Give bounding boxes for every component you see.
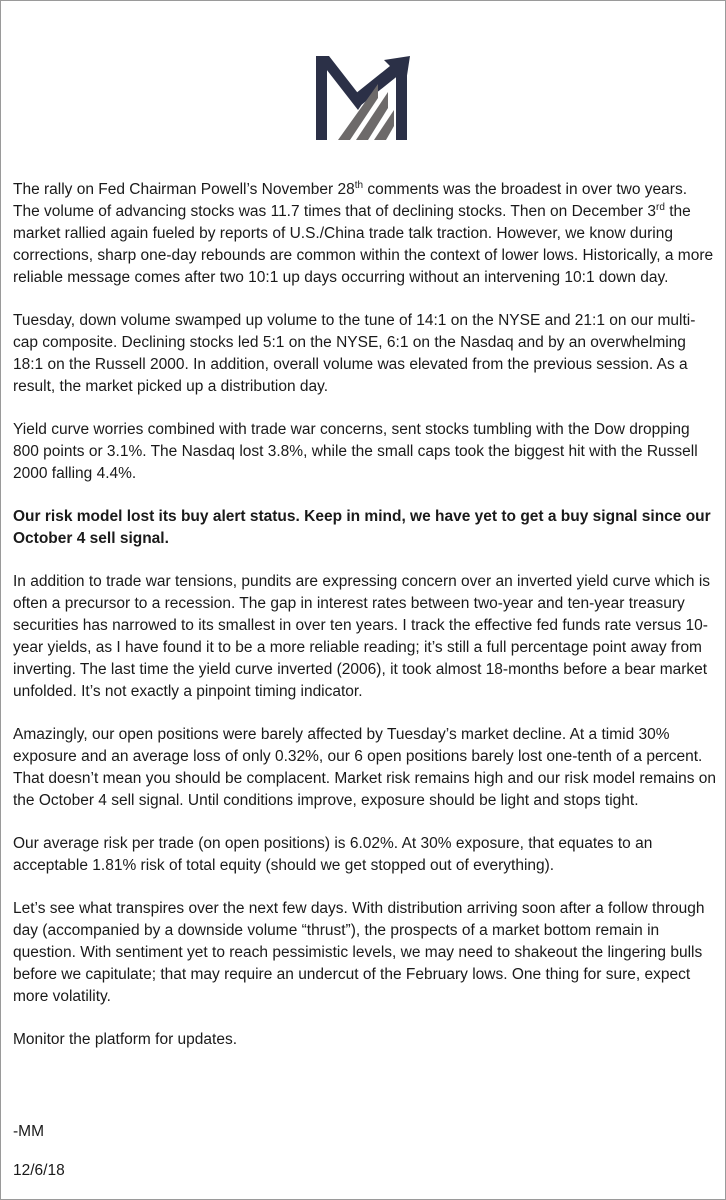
paragraph-8: Let’s see what transpires over the next few days. With distribution arriving soon after a follow through day (accompanied by a downside volume “thrust”), the prospects of a market bottom remain in question. With sentiment yet to reach pessimistic levels, we may need to shakeout the lingering bulls before we capitulate; that may require an undercut of the February lows. One thing for sure, expect more volatility. bbox=[13, 900, 705, 1005]
paragraph-9: Monitor the platform for updates. bbox=[13, 1031, 238, 1048]
article-body bbox=[13, 179, 717, 1072]
paragraph-5: In addition to trade war tensions, pundits are expressing concern over an inverted yield curve which is often a precursor to a recession. The gap in interest rates between two-year and ten-year treasury securities has narrowed to its smallest in over ten years. I track the effective fed funds rate versus 10-year yields, as I have found it to be a more reliable reading; it’s still a full percentage point away from inverting. The last time the yield curve inverted (2006), it took almost 18-months before a bear market unfolded. It’s not exactly a pinpoint timing indicator. bbox=[13, 573, 711, 700]
paragraph-4-risk-model: Our risk model lost its buy alert status. Keep in mind, we have yet to get a buy signal since our October 4 sell signal. bbox=[13, 508, 711, 547]
paragraph-3: Yield curve worries combined with trade war concerns, sent stocks tumbling with the Dow dropping 800 points or 3.1%. The Nasdaq lost 3.8%, while the small caps took the biggest hit with the Russell 2000 falling 4.4%. bbox=[13, 421, 698, 482]
mm-logo-icon bbox=[316, 56, 410, 140]
paragraph-1: The rally on Fed Chairman Powell’s November 28th comments was the broadest in over two years. The volume of advancing stocks was 11.7 times that of declining stocks. Then on December 3rd the market rallied again fueled by reports of U.S./China trade talk traction. However, we know during corrections, sharp one-day rebounds are common within the context of lower lows. Historically, a more reliable message comes after two 10:1 up days occurring without an intervening 10:1 down day. bbox=[13, 180, 714, 286]
signature: -MM bbox=[13, 1123, 44, 1140]
paragraph-6: Amazingly, our open positions were barely affected by Tuesday’s market decline. At a timid 30% exposure and an average loss of only 0.32%, our 6 open positions barely lost one-tenth of a percent. That doesn’t mean you should be complacent. Market risk remains high and our risk model remains on the October 4 sell signal. Until conditions improve, exposure should be light and stops tight. bbox=[13, 726, 717, 809]
paragraph-7: Our average risk per trade (on open positions) is 6.02%. At 30% exposure, that equates to an acceptable 1.81% risk of total equity (should we get stopped out of everything). bbox=[13, 835, 653, 874]
date: 12/6/18 bbox=[13, 1162, 65, 1179]
paragraph-2: Tuesday, down volume swamped up volume to the tune of 14:1 on the NYSE and 21:1 on our multi-cap composite. Declining stocks led 5:1 on the NYSE, 6:1 on the Nasdaq and by an overwhelming 18:1 on the Russell 2000. In addition, overall volume was elevated from the previous session. As a result, the market picked up a distribution day. bbox=[13, 312, 696, 395]
